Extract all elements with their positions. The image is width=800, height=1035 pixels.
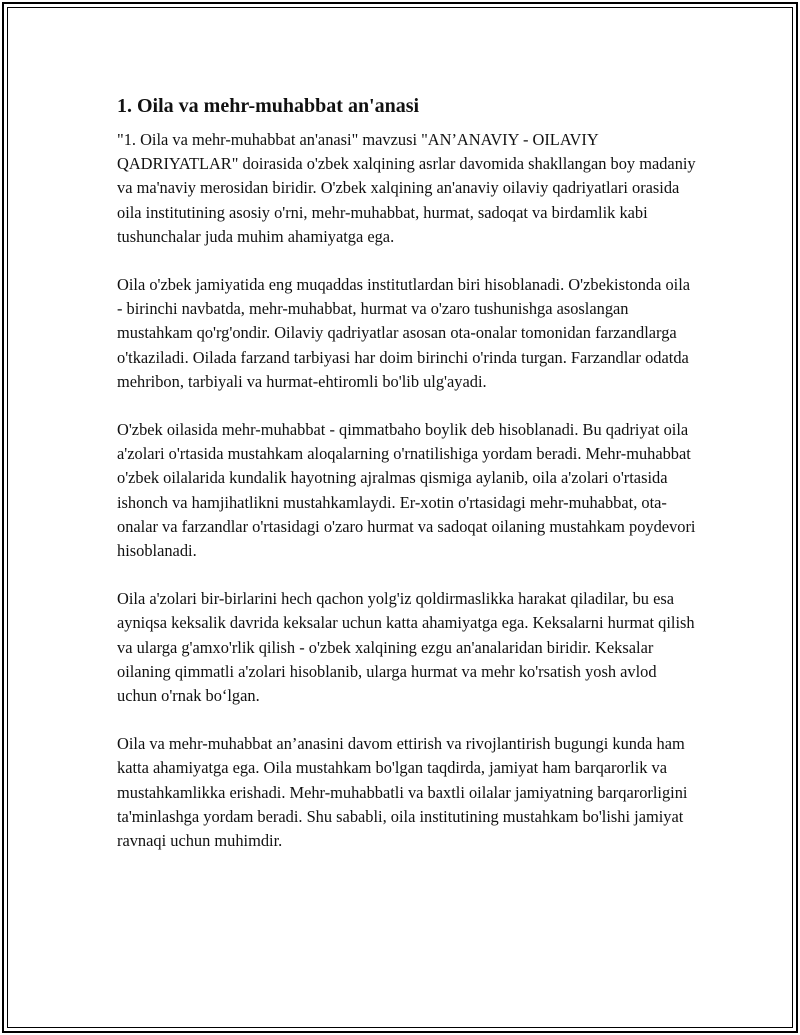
section-title: 1. Oila va mehr-muhabbat an'anasi bbox=[117, 95, 420, 117]
paragraph-5: Oila va mehr-muhabbat an’anasini davom ettirish va rivojlantirish bugungi kunda ham katta ahamiyatga ega. Oila mustahkam bo'lgan taqdirda, jamiyat ham barqarorlik va mustahkamlikka erishadi. Mehr-muhabbatli va baxtli oilalar jamiyatning barqarorligini ta'minlashga yordam beradi. Shu sababli, oila institutining mustahkam bo'lishi jamiyat ravnaqi uchun muhimdir. bbox=[117, 734, 688, 851]
paragraph-4: Oila a'zolari bir-birlarini hech qachon yolg'iz qoldirmaslikka harakat qiladilar, bu esa ayniqsa keksalik davrida keksalar uchun katta ahamiyatga ega. Keksalarni hurmat qilish va ularga g'amxo'rlik qilish - o'zbek xalqining ezgu an'analaridan biridir. Keksalar oilaning qimmatli a'zolari hisoblanib, ularga hurmat va mehr ko'rsatish yosh avlod uchun o'rnak bo‘lgan. bbox=[117, 589, 695, 706]
document-body bbox=[117, 92, 697, 877]
paragraph-2: Oila o'zbek jamiyatida eng muqaddas institutlardan biri hisoblanadi. O'zbekistonda oila - birinchi navbatda, mehr-muhabbat, hurmat va o'zaro tushunishga asoslangan mustahkam qo'rg'ondir. Oilaviy qadriyatlar asosan ota-onalar tomonidan farzandlarga o'tkaziladi. Oilada farzand tarbiyasi har doim birinchi o'rinda turgan. Farzandlar odatda mehribon, tarbiyali va hurmat-ehtiromli bo'lib ulg'ayadi. bbox=[117, 275, 691, 391]
paragraph-1: "1. Oila va mehr-muhabbat an'anasi" mavzusi "AN’ANAVIY - OILAVIY QADRIYATLAR" doirasida o'zbek xalqining asrlar davomida shakllangan boy madaniy va ma'naviy merosidan biridir. O'zbek xalqining an'anaviy oilaviy qadriyatlari orasida oila institutining asosiy o'rni, mehr-muhabbat, hurmat, sadoqat va birdamlik kabi tushunchalar juda muhim ahamiyatga ega. bbox=[117, 130, 696, 246]
paragraph-3: O'zbek oilasida mehr-muhabbat - qimmatbaho boylik deb hisoblanadi. Bu qadriyat oila a'zolari o'rtasida mustahkam aloqalarning o'rnatilishiga yordam beradi. Mehr-muhabbat o'zbek oilalarida kundalik hayotning ajralmas qismiga aylanib, oila a'zolari o'rtasida ishonch va hamjihatlikni mustahkamlaydi. Er-xotin o'rtasidagi mehr-muhabbat, ota-onalar va farzandlar o'rtasidagi o'zaro hurmat va sadoqat oilaning mustahkam poydevori hisoblanadi. bbox=[117, 420, 696, 561]
